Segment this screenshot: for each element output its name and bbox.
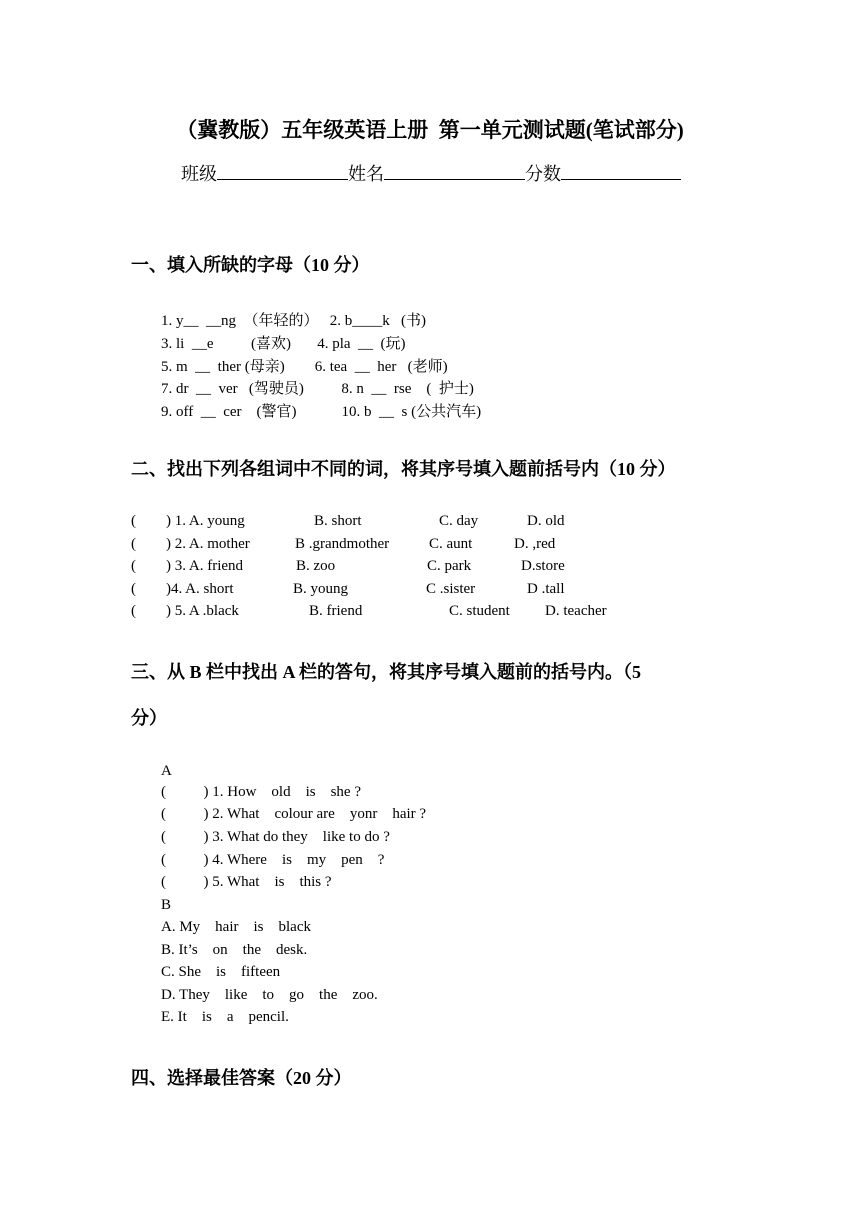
class-label: 班级 bbox=[181, 164, 217, 184]
choice-row-number: ( )4. A. short bbox=[131, 581, 234, 597]
choice-option-d: D.store bbox=[521, 558, 565, 574]
column-b-item: A. My hair is black bbox=[161, 919, 311, 935]
section-3-heading-continued: 分） bbox=[131, 708, 167, 728]
section-3-heading: 三、从 B 栏中找出 A 栏的答句，将其序号填入题前的括号内。（5 bbox=[131, 662, 642, 682]
section-4-heading: 四、选择最佳答案（20 分） bbox=[131, 1068, 352, 1088]
choice-row-number: ( ) 5. A .black bbox=[131, 603, 239, 619]
column-a-label: A bbox=[161, 763, 172, 779]
choice-row-number: ( ) 2. A. mother bbox=[131, 536, 250, 552]
choice-option-b: B. friend bbox=[309, 603, 363, 619]
choice-option-c: C. aunt bbox=[429, 536, 473, 552]
choice-option-b: B .grandmother bbox=[295, 536, 390, 552]
column-a-item: ( ) 4. Where is my pen ? bbox=[161, 852, 385, 868]
choice-option-c: C. student bbox=[449, 603, 510, 619]
column-a-item: ( ) 3. What do they like to do ? bbox=[161, 829, 390, 845]
class-blank bbox=[217, 161, 348, 180]
choice-row-number: ( ) 3. A. friend bbox=[131, 558, 244, 574]
score-blank bbox=[561, 161, 681, 180]
choice-option-c: C .sister bbox=[426, 581, 476, 597]
column-b-label: B bbox=[161, 897, 172, 913]
choice-option-b: B. zoo bbox=[296, 558, 336, 574]
choice-option-c: C. day bbox=[439, 513, 479, 529]
section-1-line: 3. li __e (喜欢) 4. pla __ (玩) bbox=[161, 336, 406, 352]
column-b-item: E. It is a pencil. bbox=[161, 1009, 289, 1025]
section-1-line: 9. off __ cer (警官) 10. b __ s (公共汽车) bbox=[161, 404, 482, 420]
choice-option-c: C. park bbox=[427, 558, 472, 574]
page-title: （冀教版）五年级英语上册 第一单元测试题(笔试部分) bbox=[176, 118, 684, 142]
choice-option-b: B. short bbox=[314, 513, 362, 529]
section-1-line: 1. y__ __ng （年轻的） 2. b____k (书) bbox=[161, 313, 426, 329]
section-1-line: 7. dr __ ver (驾驶员) 8. n __ rse ( 护士) bbox=[161, 381, 474, 397]
name-label: 姓名 bbox=[348, 164, 384, 184]
section-1-heading: 一、填入所缺的字母（10 分） bbox=[131, 255, 370, 275]
column-a-item: ( ) 1. How old is she ? bbox=[161, 784, 361, 800]
choice-row-number: ( ) 1. A. young bbox=[131, 513, 245, 529]
choice-option-d: D. ,red bbox=[514, 536, 556, 552]
column-a-item: ( ) 2. What colour are yonr hair ? bbox=[161, 806, 427, 822]
choice-option-d: D. teacher bbox=[545, 603, 607, 619]
choice-option-d: D. old bbox=[527, 513, 565, 529]
section-2-heading: 二、找出下列各组词中不同的词，将其序号填入题前括号内（10 分） bbox=[131, 459, 676, 479]
name-blank bbox=[384, 161, 525, 180]
column-a-item: ( ) 5. What is this ? bbox=[161, 874, 332, 890]
column-b-item: D. They like to go the zoo. bbox=[161, 987, 378, 1003]
column-b-item: B. It’s on the desk. bbox=[161, 942, 308, 958]
choice-option-d: D .tall bbox=[527, 581, 565, 597]
section-1-line: 5. m __ ther (母亲) 6. tea __ her (老师) bbox=[161, 359, 448, 375]
score-label: 分数 bbox=[525, 164, 561, 184]
student-info-line bbox=[181, 160, 681, 186]
column-b-item: C. She is fifteen bbox=[161, 964, 281, 980]
choice-option-b: B. young bbox=[293, 581, 349, 597]
